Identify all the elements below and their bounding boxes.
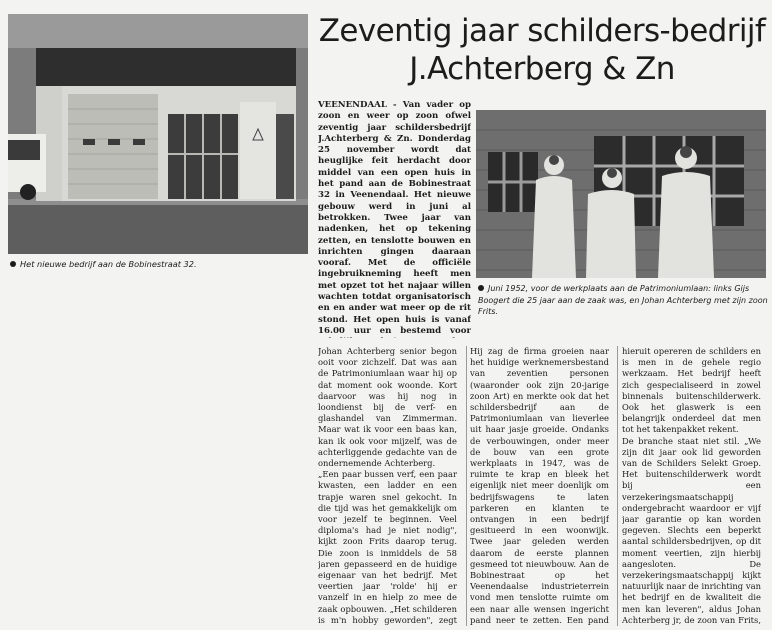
body-column-3 (622, 346, 761, 626)
building-photo (8, 14, 308, 254)
body-paragraph: De branche staat niet stil. „We zijn dit jaar ook lid geworden van de Schilders Selekt Groep. Het buitenschilderwerk wordt bij een verzekeringsmaatschappij ondergebracht waardoor er vijf jaar garantie op kan worden gegeven. Slechts een beperkt aantal schildersbedrijven, op dit moment veertien, zijn hierbij aangesloten. De verzekeringsmaatschappij kijkt natuurlijk naar de inrichting van het bedrijf en de kwaliteit die men kan leveren", aldus Johan Achterberg jr, de zoon van Frits, (622, 435, 761, 625)
body-column-2 (470, 346, 609, 626)
column-divider (617, 346, 618, 626)
body-paragraph: „Een paar bussen verf, een paar kwasten, een ladder en een trapje waren snel gekocht. In die tijd was het gemakkelijk om voor jezelf te beginnen. Veel diploma's had je niet nodig", kijkt zoon Frits daarop terug. Die zoon is inmiddels de 58 jaren gepasseerd en de huidige eigenaar van het bedrijf. Met veertien jaar 'rolde' hij er vanzelf in en hielp zo mee de zaak opbouwen. „Het schilderen is m'n hobby geworden", zegt (318, 469, 457, 625)
lead-paragraph: VEENENDAAL - Van vader op zoon en weer op zoon ofwel zeventig jaar schildersbedrijf J.Achterberg & Zn. Donderdag 25 november wordt dat heuglijke feit herdacht door middel van een open huis in het pand aan de Bobinestraat 32 in Veenendaal. Het nieuwe gebouw werd in juni al betrokken. Twee jaar van nadenken, het op tekening zetten, en tenslotte bouwen en inrichten gingen daaraan vooraf. Met de officiële ingebruikneming heeft men met opzet tot het najaar willen wachten totdat organisatorisch en en ander wat meer op de rit stond. Het open huis is vanaf 16.00 uur en bestemd voor (318, 100, 471, 336)
bullet-icon (478, 285, 484, 291)
body-paragraph: Johan Achterberg senior begon ooit voor zichzelf. Dat was aan de Patrimoniumlaan waar hij op dat moment ook woonde. Kort daarvoor was hij nog in loondienst bij de verf- en glashandel van Zimmerman. Maar wat ik voor een baas kan, kan ik ook voor mijzelf, was de achterliggende gedachte van de ondernemende Achterberg. (318, 346, 457, 469)
column-divider (466, 346, 467, 626)
headline: Zeventig jaar schilders-bedrijf J.Achterberg & Zn (318, 13, 766, 87)
body-paragraph: hieruit opereren de schilders en is men in de gehele regio werkzaam. Het bedrijf heeft zich gespecialiseerd in zowel binnenals buitenschilderwerk. Ook het glaswerk is een belangrijk onderdeel dat men tot het takenpakket rekent. (622, 346, 761, 435)
body-paragraph: Hij zag de firma groeien naar het huidige werknemersbestand van zeventien personen (waaronder ook zijn 20-jarige zoon Art) en merkte ook dat het schildersbedrijf aan de Patrimoniumlaan van lieverlee uit haar jasje groeide. Ondanks de verbouwingen, onder meer de bouw van een grote werkplaats in 1947, was de ruimte te krap en bleek het eigenlijk niet meer doenlijk om bedrijfswagens te laten parkeren en klanten te ontvangen in een bedrijf gesitueerd in een woonwijk. Twee jaar geleden werden daarom de eerste plannen gesmeed tot nieuwbouw. Aan de Bobinestraat op het Veenendaalse industrieterrein vond men tenslotte ruimte om een naar alle wensen ingericht pand neer te zetten. Een pand (470, 346, 609, 625)
historic-photo-caption: Juni 1952, voor de werkplaats aan de Patrimoniumlaan: links Gijs Boogert die 25 jaar aan de zaak was, en Johan Achterberg met zijn zoon Frits. (478, 284, 768, 316)
body-column-1 (318, 346, 457, 626)
bullet-icon (10, 261, 16, 267)
historic-photo (476, 110, 766, 278)
building-photo-caption: Het nieuwe bedrijf aan de Bobinestraat 32. (10, 259, 310, 269)
